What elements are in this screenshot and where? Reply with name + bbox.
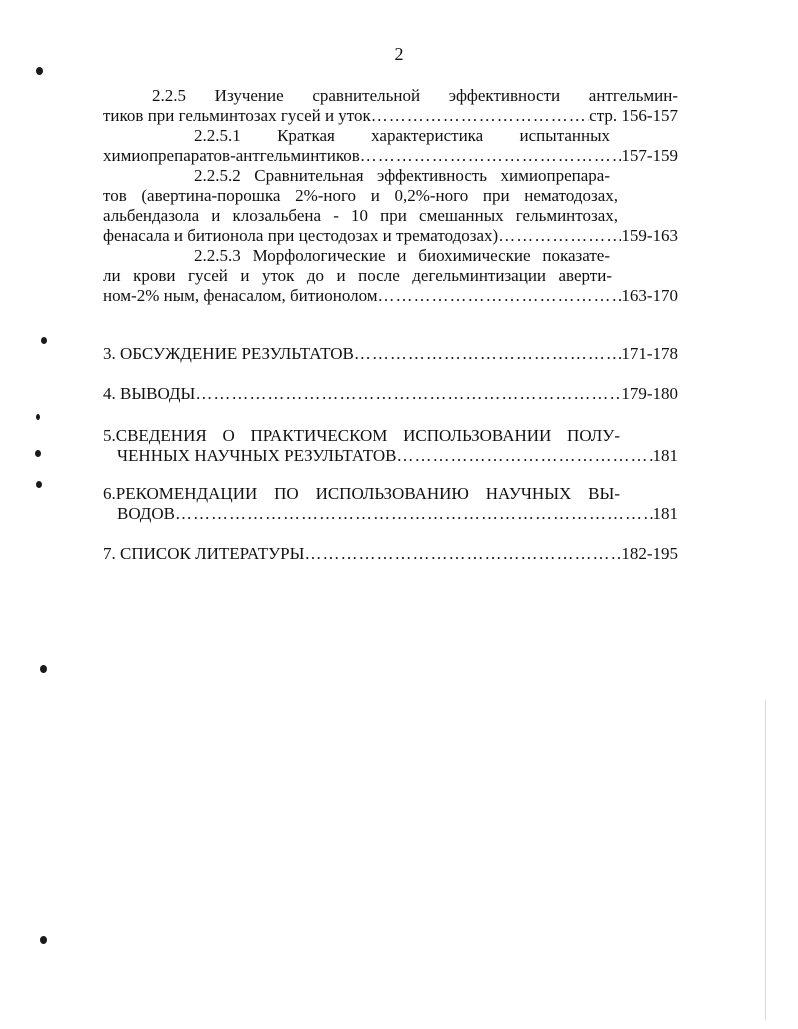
toc-entry-section-7[interactable] [103, 544, 678, 564]
toc-entry-pages: 159-163 [621, 226, 678, 245]
toc-entry-pages: 181 [652, 504, 678, 523]
toc-entry-section-5[interactable] [117, 446, 678, 466]
toc-entry-title: 3. ОБСУЖДЕНИЕ РЕЗУЛЬТАТОВ [103, 344, 354, 363]
toc-entry-pages: 179-180 [621, 384, 678, 403]
toc-entry-title: 7. СПИСОК ЛИТЕРАТУРЫ [103, 544, 305, 563]
toc-entry-title: фенасала и битионола при цестодозах и трематодозах) [103, 226, 499, 245]
toc-entry-title: ном-2% ным, фенасалом, битионолом [103, 286, 378, 305]
toc-leader-dots [396, 446, 652, 466]
toc-leader-dots [378, 286, 622, 306]
scan-speck [40, 936, 47, 944]
toc-leader-dots [195, 384, 621, 404]
toc-entry-section-3[interactable] [103, 344, 678, 364]
toc-leader-dots [498, 226, 621, 246]
toc-leader-dots [175, 504, 653, 524]
toc-line: 2.2.5 Изучение сравнительной эффективности антгельмин- [152, 86, 678, 105]
scan-speck [36, 67, 43, 75]
toc-line: 2.2.5.2 Сравнительная эффективность химиопрепара- [194, 166, 610, 185]
scan-speck [40, 665, 47, 673]
toc-entry-pages: стр. 156-157 [589, 106, 678, 125]
toc-entry-pages: 171-178 [621, 344, 678, 363]
toc-line: 2.2.5.1 Краткая характеристика испытанных [194, 126, 610, 145]
toc-line: альбендазола и клозальбена - 10 при смешанных гельминтозах, [103, 206, 618, 225]
scan-speck [36, 481, 42, 488]
toc-entry-title: тиков при гельминтозах гусей и уток [103, 106, 371, 125]
toc-leader-dots [360, 146, 622, 166]
toc-entry-pages: 181 [652, 446, 678, 465]
toc-entry-title: 4. ВЫВОДЫ [103, 384, 196, 403]
toc-line: 5.СВЕДЕНИЯ О ПРАКТИЧЕСКОМ ИСПОЛЬЗОВАНИИ ПОЛУ- [103, 426, 620, 445]
page-number: 2 [394, 44, 404, 64]
toc-line: ли крови гусей и уток до и после дегельминтизации аверти- [103, 266, 612, 285]
toc-entry-section-6[interactable] [117, 504, 678, 524]
toc-entry-title: химиопрепаратов-антгельминтиков [103, 146, 360, 165]
scan-speck [41, 337, 47, 344]
toc-entry-title: ЧЕННЫХ НАУЧНЫХ РЕЗУЛЬТАТОВ [117, 446, 397, 465]
toc-entry-section-4[interactable] [103, 384, 678, 404]
toc-line: 2.2.5.3 Морфологические и биохимические показате- [194, 246, 610, 265]
scan-speck [35, 450, 41, 457]
toc-line: 6.РЕКОМЕНДАЦИИ ПО ИСПОЛЬЗОВАНИЮ НАУЧНЫХ ВЫ- [103, 484, 620, 503]
scan-line [765, 700, 766, 1020]
toc-line: тов (авертина-порошка 2%-ного и 0,2%-ного при нематодозах, [103, 186, 618, 205]
toc-leader-dots [354, 344, 621, 364]
toc-entry-title: ВОДОВ [117, 504, 175, 523]
toc-entry-2-2-5[interactable] [103, 106, 678, 126]
toc-leader-dots [371, 106, 589, 126]
toc-entry-pages: 163-170 [621, 286, 678, 305]
toc-entry-2-2-5-2[interactable] [103, 226, 678, 246]
toc-entry-pages: 182-195 [621, 544, 678, 563]
toc-entry-2-2-5-1[interactable] [103, 146, 678, 166]
toc-entry-2-2-5-3[interactable] [103, 286, 678, 306]
toc-entry-pages: 157-159 [621, 146, 678, 165]
toc-leader-dots [304, 544, 621, 564]
scan-speck [36, 414, 40, 420]
